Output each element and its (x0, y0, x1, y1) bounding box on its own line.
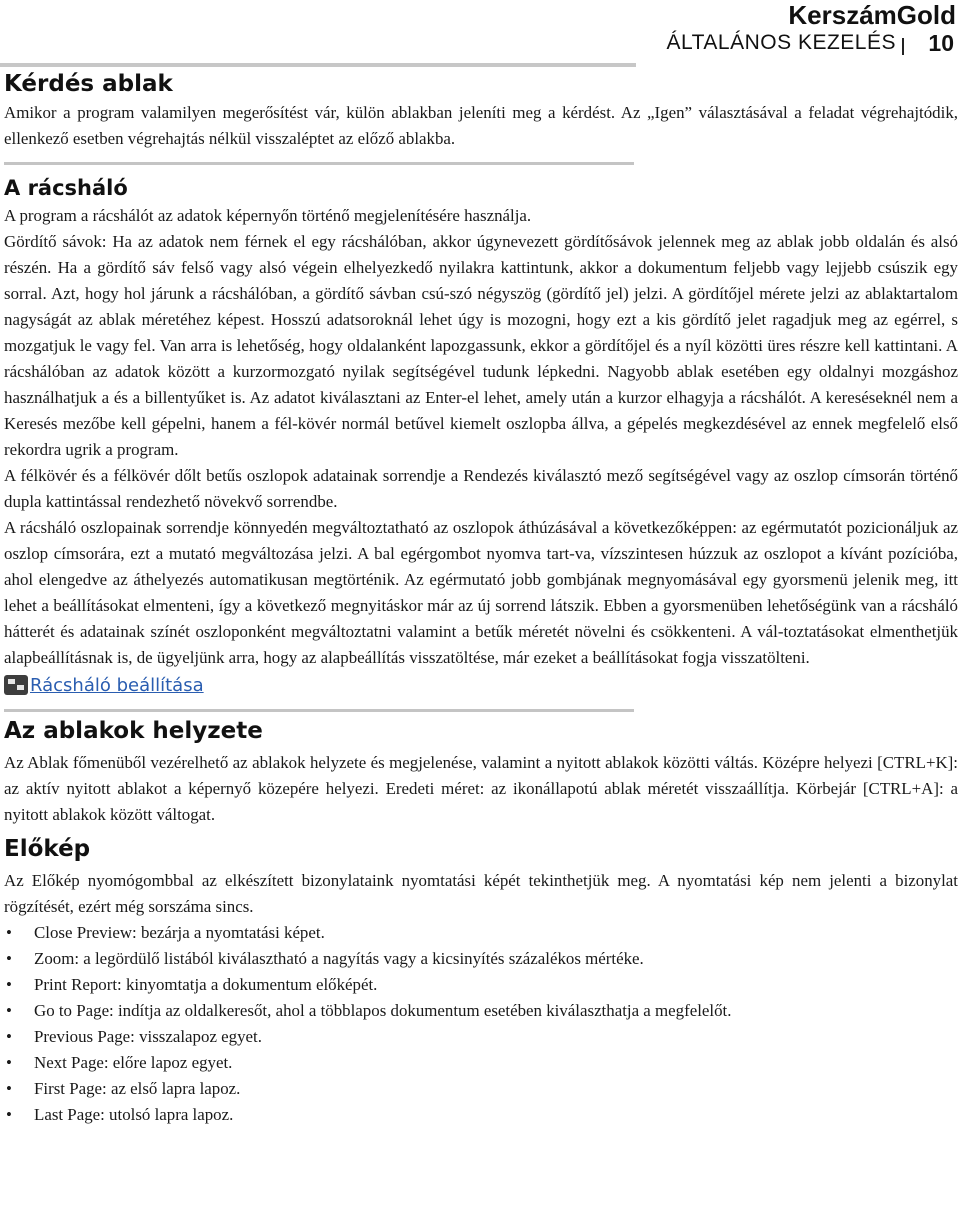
section-title-kerdes: Kérdés ablak (4, 71, 173, 97)
section-title-elokep: Előkép (4, 836, 91, 862)
list-item (4, 920, 958, 946)
document-body (4, 64, 958, 1128)
list-item-text: Last Page: utolsó lapra lapoz. (34, 1105, 234, 1124)
paragraph-ablakok: Az Ablak főmenüből vezérelhető az ablakok helyzete és megjelenése, valamint a nyitott ablakok közötti váltás. Középre helyezi [CTRL+K]: az aktív nyitott ablakot a képernyő közepére helyezi. Eredeti méret: az ikonállapotú ablak méretét visszaállítja. Körbejár [CTRL+A]: a nyitott ablakok között váltogat. (4, 753, 958, 824)
list-item (4, 1076, 958, 1102)
section-divider (4, 162, 634, 165)
section-title-ablakok: Az ablakok helyzete (4, 718, 263, 744)
list-item (4, 1024, 958, 1050)
preview-buttons-list (4, 920, 958, 1128)
list-item-text: Go to Page: indítja az oldalkeresőt, ahol a többlapos dokumentum esetében kiválaszthatja a megfelelőt. (34, 1001, 732, 1020)
grid-settings-icon (4, 675, 28, 695)
bullet-glyph: • (6, 1053, 12, 1072)
list-item (4, 946, 958, 972)
list-item-text: Zoom: a legördülő listából kiválasztható a nagyítás vagy a kicsinyítés százalékos mértéke. (34, 949, 644, 968)
list-item (4, 972, 958, 998)
list-item-text: Print Report: kinyomtatja a dokumentum előképét. (34, 975, 378, 994)
paragraph-kerdes: Amikor a program valamilyen megerősítést vár, külön ablakban jeleníti meg a kérdést. Az „Igen” választásával a feladat végrehajtódik, ellenkező esetben végrehajtás nélkül visszaléptet az előző ablakba. (4, 103, 958, 148)
bullet-glyph: • (6, 975, 12, 994)
list-item-text: Previous Page: visszalapoz egyet. (34, 1027, 262, 1046)
paragraph-racshalo-columns: A rácsháló oszlopainak sorrendje könnyedén megváltoztatható az oszlopok áthúzásával a következőképpen: az egérmutatót pozicionáljuk az oszlop címsorára, ezt a mutató megváltozása jelzi. A bal egérgombot nyomva tart-va, vízszintesen húzzuk az oszlopot a kívánt pozícióba, ahol elengedve az áthelyezés automatikusan megtörténik. Az egérmutató jobb gombjának megnyomásával egy gyorsmenü jelenik meg, itt lehet a beállításokat elmenteni, így a következő megnyitáskor már az új sorrend látszik. Ebben a gyorsmenüben lehetőségünk van a rácsháló hátterét és adatainak színét oszloponként megváltoztatni valamint a betűk méretét növelni és csökkenteni. A vál-toztatásokat elmenthetjük alapbeállításnak is, de ügyeljünk arra, hogy az alapbeállítás visszatöltése, már ezeket a beállításokat fogja visszatölteni. (4, 518, 958, 667)
grid-settings-link[interactable] (4, 671, 958, 699)
section-divider (4, 709, 634, 712)
header-brand: KerszámGold (788, 0, 956, 30)
bullet-glyph: • (6, 1105, 12, 1124)
list-item-text: First Page: az első lapra lapoz. (34, 1079, 241, 1098)
bullet-glyph: • (6, 923, 12, 942)
paragraph-racshalo-intro: A program a rácshálót az adatok képernyőn történő megjelenítésére használja. (4, 206, 532, 225)
list-item-text: Next Page: előre lapoz egyet. (34, 1053, 233, 1072)
grid-settings-link-label[interactable]: Rácsháló beállítása (30, 674, 204, 696)
section-title-racshalo: A rácsháló (4, 176, 128, 200)
list-item-text: Close Preview: bezárja a nyomtatási képet. (34, 923, 325, 942)
bullet-glyph: • (6, 1001, 12, 1020)
bullet-glyph: • (6, 1079, 12, 1098)
list-item (4, 1102, 958, 1128)
paragraph-racshalo-scrollbars: Gördítő sávok: Ha az adatok nem férnek el egy rácshálóban, akkor úgynevezett gördítősávok jelennek meg az ablak jobb oldalán és alsó részén. Ha a gördítő sáv felső vagy alsó végein elhelyezkedő nyilakra kattintunk, akkor a dokumentum feljebb vagy lejjebb csúszik egy sorral. Azt, hogy hol járunk a rácshálóban, a gördítő sávban csú-szó négyszög (gördítő jel) jelzi. A gördítőjel mérete jelzi az ablaktartalom nagyságát az ablak méretéhez képest. Hosszú adatsoroknál lehet úgy is mozogni, hogy ezt a kis gördítő jelet ragadjuk meg az egérrel, s mozgatjuk le vagy fel. Van arra is lehetőség, hogy oldalanként lapozgassunk, ekkor a gördítőjel és a nyíl közötti üres részre kell kattintani. A rácshálóban az adatok között a kurzormozgató nyilak segítségével tudunk lépkedni. Nagyobb ablak esetében egy oldalnyi mozgáshoz használhatjuk a és a billentyűket is. Az adatot kiválasztani az Enter-el lehet, amely után a kurzor elhagyja a rácshálót. A kereséseknél nem a Keresés mezőbe kell gépelni, hanem a fél-kövér normál betűvel kiemelt oszlopba állva, a gépelés megkezdésével az ennek megfelelő első rekordra ugrik a program. (4, 232, 958, 459)
header-separator (902, 38, 904, 55)
paragraph-racshalo-sorting: A félkövér és a félkövér dőlt betűs oszlopok adatainak sorrendje a Rendezés kiválasztó mező segítségével vagy az oszlop címsorán történő dupla kattintással rendezhető növekvő sorrendbe. (4, 466, 958, 511)
header-section-title: ÁLTALÁNOS KEZELÉS (666, 31, 896, 54)
paragraph-elokep: Az Előkép nyomógombbal az elkészített bizonylataink nyomtatási képét tekinthetjük meg. A nyomtatási kép nem jelenti a bizonylat rögzítését, ezért még sorszáma sincs. (4, 871, 958, 916)
list-item (4, 1050, 958, 1076)
page-number: 10 (928, 30, 954, 56)
bullet-glyph: • (6, 1027, 12, 1046)
bullet-glyph: • (6, 949, 12, 968)
list-item (4, 998, 958, 1024)
